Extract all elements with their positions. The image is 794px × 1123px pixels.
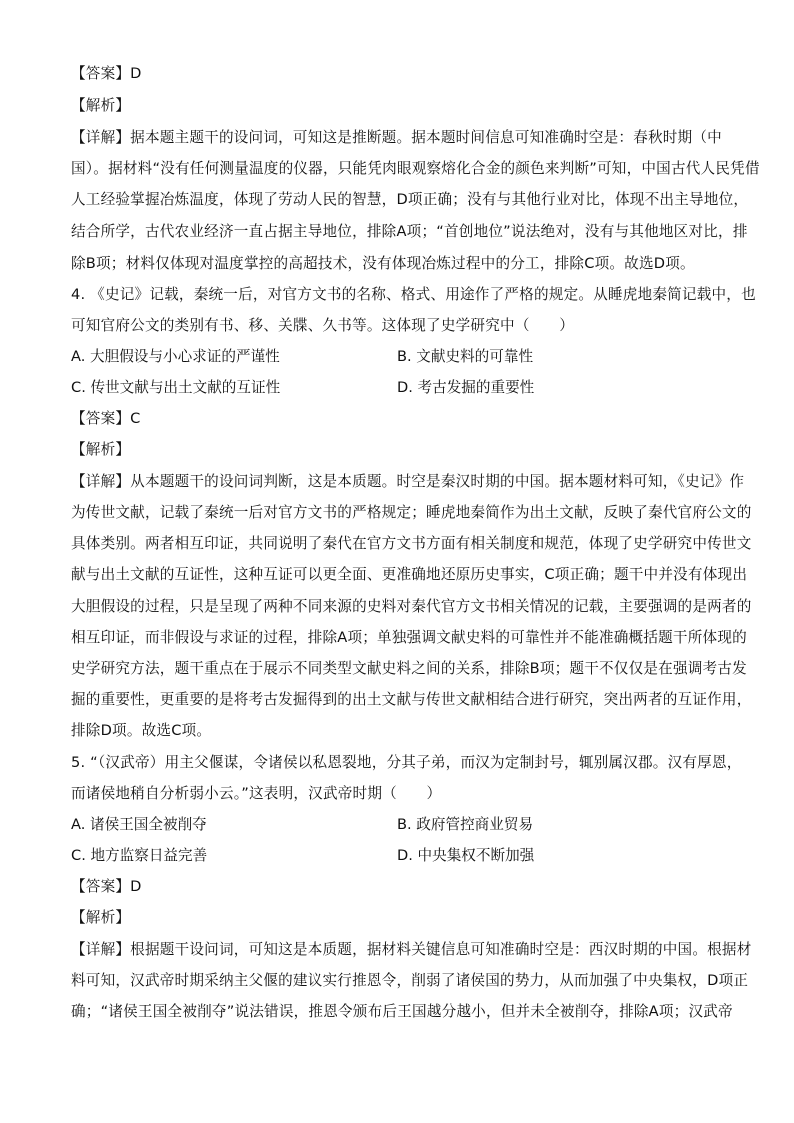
- detail-line: 【详解】从本题题干的设问词判断，这是本质题。时空是秦汉时期的中国。据本题材料可知，《史记》作: [71, 473, 745, 490]
- option-c: C. 传世文献与出土文献的互证性: [71, 379, 281, 396]
- detail-line: 【详解】据本题主题干的设问词，可知这是推断题。据本题时间信息可知准确时空是：春秋时期（中: [71, 129, 722, 146]
- detail-line: 料可知，汉武帝时期采纳主父偃的建议实行推恩令，削弱了诸侯国的势力，从而加强了中央集权，D项正: [71, 972, 749, 989]
- detail-line: 确；“诸侯王国全被削夺”说法错误，推恩令颁布后王国越分越小，但并未全被削夺，排除A项；汉武帝: [71, 1003, 733, 1020]
- detail-line: 掘的重要性，更重要的是将考古发掘得到的出土文献与传世文献相结合进行研究，突出两者的互证作用，: [71, 691, 752, 708]
- detail-line: 相互印证，而非假设与求证的过程，排除A项；单独强调文献史料的可靠性并不能准确概括题干所体现的: [71, 629, 747, 646]
- option-c: C. 地方监察日益完善: [71, 847, 208, 864]
- detail-line: 史学研究方法，题干重点在于展示不同类型文献史料之间的关系，排除B项；题干不仅仅是在强调考古发: [71, 660, 747, 677]
- detail-line: 【详解】根据题干设问词，可知这是本质题，据材料关键信息可知准确时空是：西汉时期的中国。根据材: [71, 941, 752, 958]
- detail-line: 人工经验掌握冶炼温度，体现了劳动人民的智慧，D项正确；没有与其他行业对比，体现不出主导地位，: [71, 191, 749, 208]
- option-b: B. 政府管控商业贸易: [397, 816, 534, 833]
- analysis-label: 【解析】: [71, 441, 131, 458]
- option-d: D. 中央集权不断加强: [397, 847, 535, 864]
- question-stem: 而诸侯地稍自分析弱小云。”这表明，汉武帝时期（ ）: [71, 785, 442, 802]
- detail-line: 献与出土文献的互证性，这种互证可以更全面、更准确地还原历史事实，C项正确；题干中并没有体现出: [71, 566, 748, 583]
- option-b: B. 文献史料的可靠性: [397, 348, 534, 365]
- question-stem: 4. 《史记》记载，秦统一后，对官方文书的名称、格式、用途作了严格的规定。从睡虎地秦简记载中，也: [71, 286, 756, 303]
- detail-line: 结合所学，古代农业经济一直占据主导地位，排除A项；“首创地位”说法绝对，没有与其他地区对比，排: [71, 223, 748, 240]
- detail-line: 为传世文献，记载了秦统一后对官方文书的严格规定；睡虎地秦简作为出土文献，反映了秦代官府公文的: [71, 504, 752, 521]
- detail-line: 国）。据材料“没有任何测量温度的仪器，只能凭肉眼观察熔化合金的颜色来判断”可知，中国古代人民凭借: [71, 160, 760, 177]
- answer-label: 【答案】D: [71, 878, 142, 895]
- option-a: A. 诸侯王国全被削夺: [71, 816, 207, 833]
- detail-line: 大胆假设的过程，只是呈现了两种不同来源的史料对秦代官方文书相关情况的记载，主要强调的是两者的: [71, 598, 752, 615]
- detail-line: 排除D项。故选C项。: [71, 722, 212, 739]
- detail-line: 除B项；材料仅体现对温度掌控的高超技术，没有体现冶炼过程中的分工，排除C项。故选D项。: [71, 255, 695, 272]
- detail-line: 具体类别。两者相互印证，共同说明了秦代在官方文书方面有相关制度和规范，体现了史学研究中传世文: [71, 535, 752, 552]
- question-stem: 可知官府公文的类别有书、移、关牒、久书等。这体现了史学研究中（ ）: [71, 317, 574, 334]
- analysis-label: 【解析】: [71, 909, 131, 926]
- option-a: A. 大胆假设与小心求证的严谨性: [71, 348, 280, 365]
- answer-label: 【答案】C: [71, 410, 141, 427]
- analysis-label: 【解析】: [71, 97, 131, 114]
- answer-label: 【答案】D: [71, 65, 142, 82]
- question-stem: 5. “（汉武帝）用主父偃谋，令诸侯以私恩裂地，分其子弟，而汉为定制封号，辄别属汉郡。汉有厚恩，: [71, 754, 742, 771]
- option-d: D. 考古发掘的重要性: [397, 379, 535, 396]
